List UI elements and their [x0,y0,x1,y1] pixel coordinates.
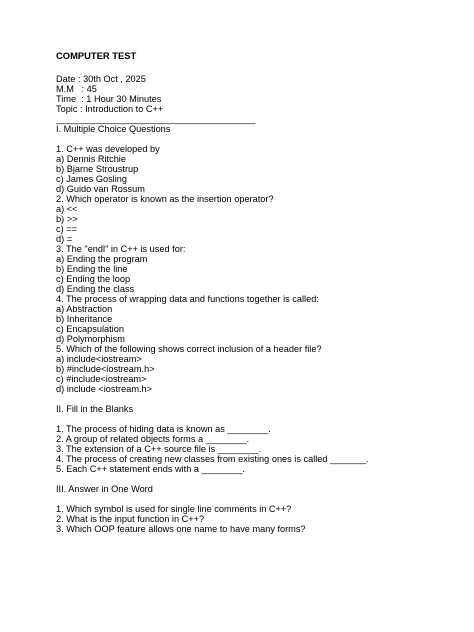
question-line: 1. C++ was developed by [56,144,160,154]
option-line: c) Ending the loop [56,274,131,284]
option-line: c) == [56,224,77,234]
option-line: a) Abstraction [56,304,113,314]
document-title: COMPUTER TEST [56,50,137,61]
question-line: 1. The process of hiding data is known as ________. [56,424,271,434]
option-line: a) Ending the program [56,254,148,264]
question-line: 2. Which operator is known as the insertion operator? [56,194,274,204]
question-line: 2. What is the input function in C++? [56,514,205,524]
spacer [56,494,456,504]
meta-topic: Topic : Introduction to C++ [56,104,164,114]
meta-max-marks: M.M : 45 [56,84,97,94]
spacer [56,394,456,404]
question-line: 2. A group of related objects forms a ________. [56,434,250,444]
option-line: c) Encapsulation [56,324,124,334]
option-line: b) >> [56,214,78,224]
spacer [56,134,456,144]
test-paper [56,51,456,534]
question-line: 3. The extension of a C++ source file is ________. [56,444,262,454]
question-line: 5. Each C++ statement ends with a ________. [56,464,245,474]
option-line: d) Guido van Rossum [56,184,145,194]
section-heading-mcq: I. Multiple Choice Questions [56,124,171,134]
spacer [56,61,456,74]
option-line: d) Ending the class [56,284,135,294]
meta-date: Date : 30th Oct , 2025 [56,74,146,84]
question-line: 3. The "endl" in C++ is used for: [56,244,186,254]
option-line: a) include<iostream> [56,354,142,364]
section-heading-fill-blanks: II. Fill in the Blanks [56,404,134,414]
question-line: 1. Which symbol is used for single line comments in C++? [56,504,292,514]
option-line: b) Ending the line [56,264,128,274]
horizontal-rule: _______________________________________ [56,114,256,124]
option-line: d) = [56,234,73,244]
spacer [56,414,456,424]
meta-time: Time : 1 Hour 30 Minutes [56,94,162,104]
option-line: b) #include<iostream.h> [56,364,155,374]
question-line: 4. The process of creating new classes from existing ones is called _______. [56,454,369,464]
option-line: d) Polymorphism [56,334,125,344]
option-line: a) Dennis Ritchie [56,154,126,164]
option-line: d) include <iostream.h> [56,384,153,394]
section-heading-one-word: III. Answer in One Word [56,484,153,494]
question-line: 3. Which OOP feature allows one name to have many forms? [56,524,306,534]
option-line: a) << [56,204,78,214]
option-line: c) #include<iostream> [56,374,147,384]
option-line: c) James Gosling [56,174,127,184]
question-line: 5. Which of the following shows correct inclusion of a header file? [56,344,322,354]
option-line: b) Inheritance [56,314,113,324]
question-line: 4. The process of wrapping data and functions together is called: [56,294,319,304]
option-line: b) Bjarne Stroustrup [56,164,139,174]
spacer [56,474,456,484]
